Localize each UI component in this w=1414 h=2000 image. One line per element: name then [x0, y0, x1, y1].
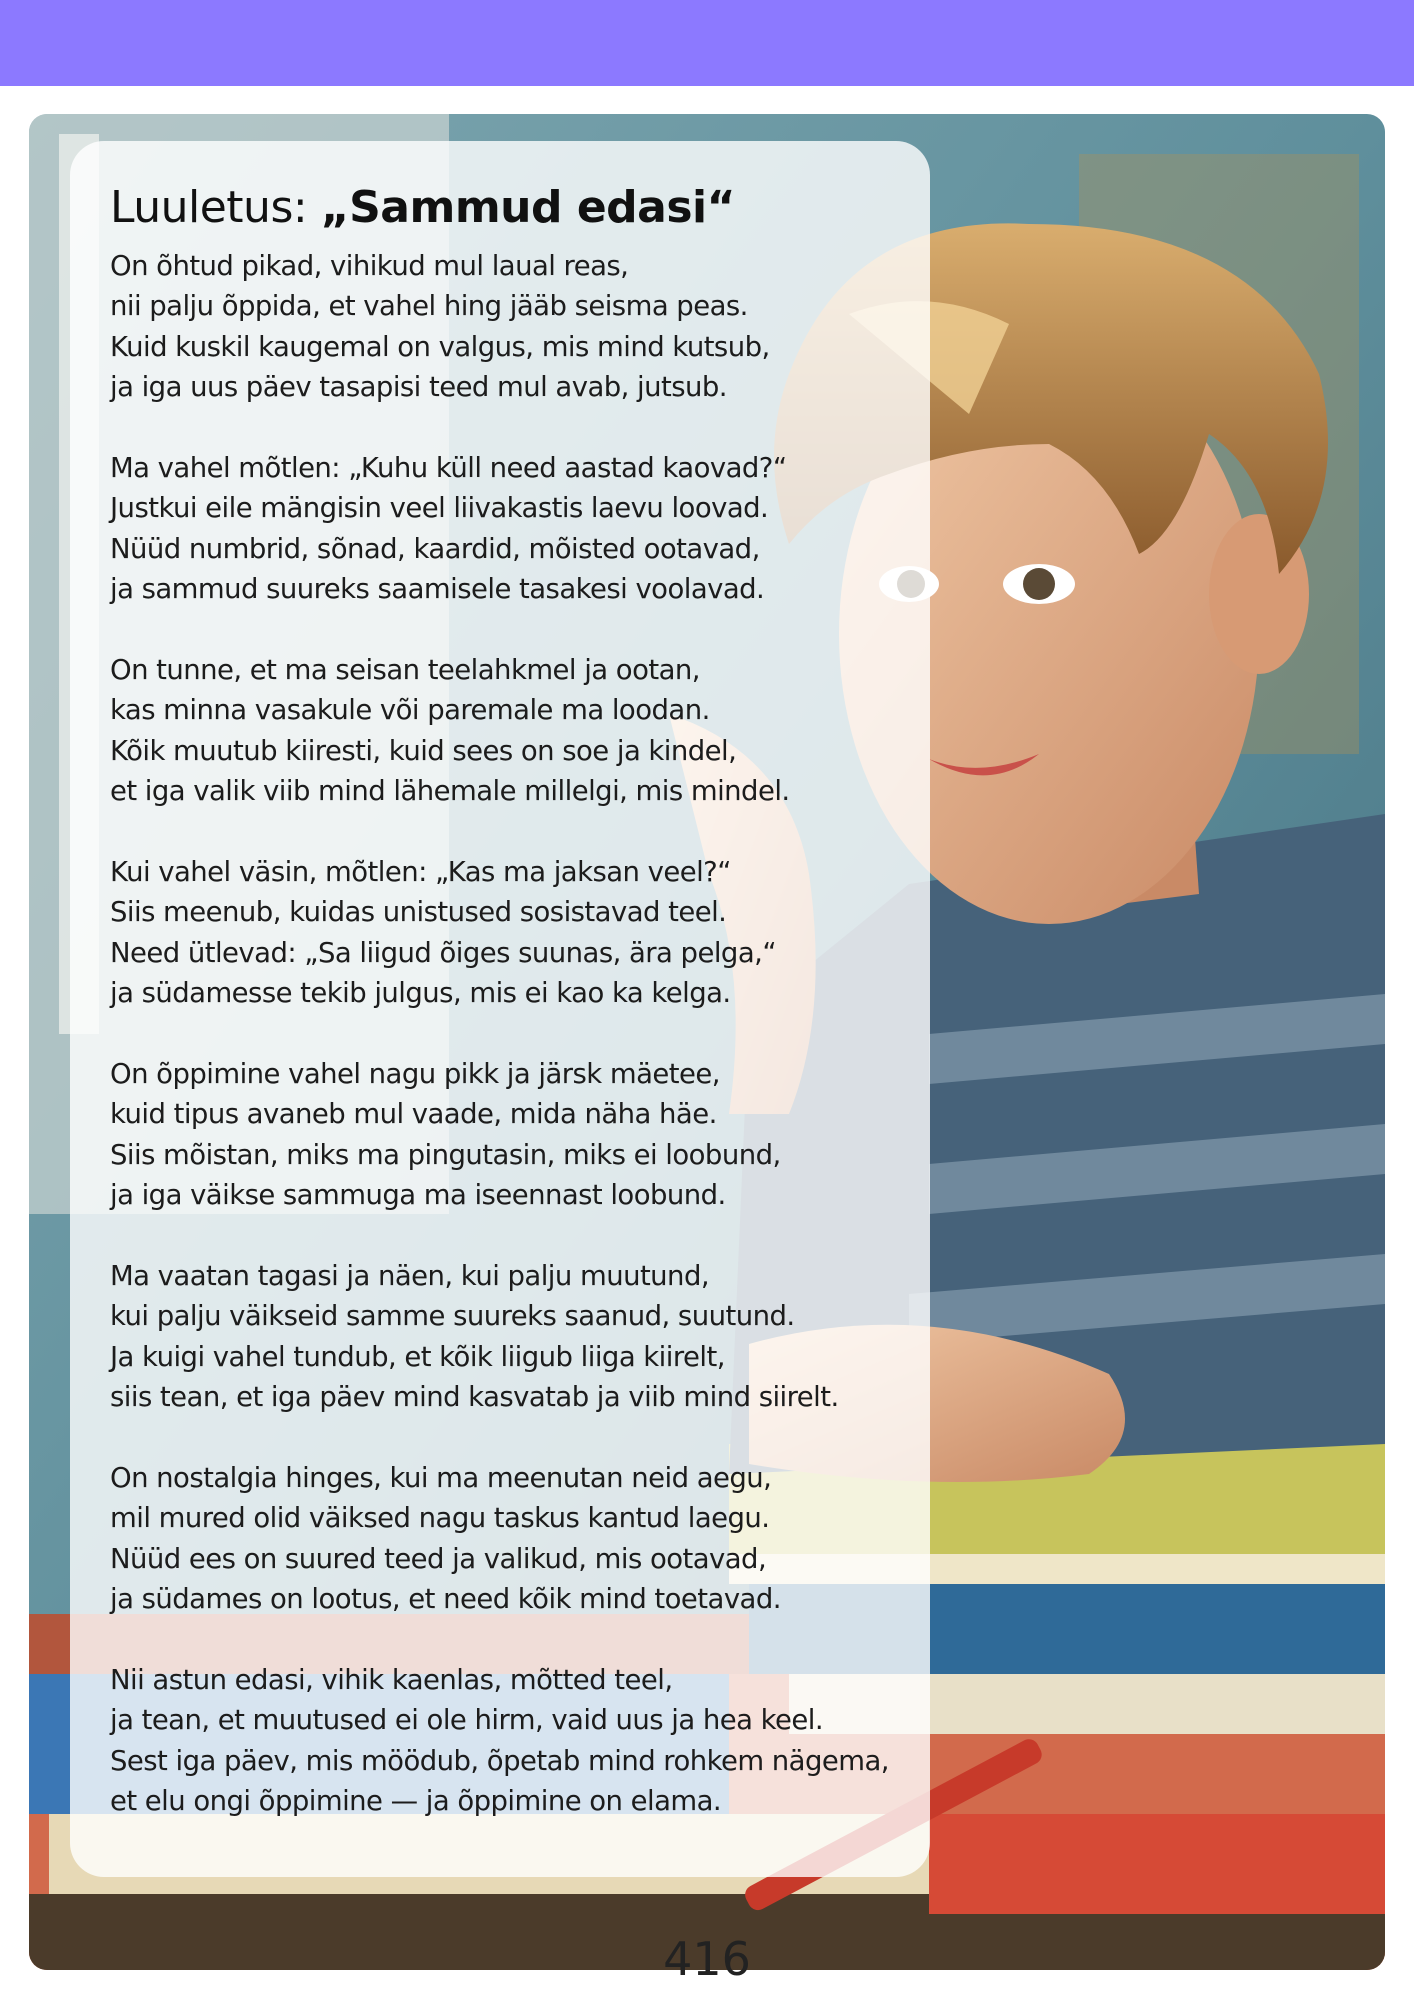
poem-line: mil mured olid väiksed nagu taskus kantud laegu. [110, 1502, 770, 1535]
poem-line: Ja kuigi vahel tundub, et kõik liigub liiga kiirelt, [110, 1340, 725, 1373]
poem-line: nii palju õppida, et vahel hing jääb seisma peas. [110, 290, 748, 323]
poem-line: On tunne, et ma seisan teelahkmel ja ootan, [110, 653, 700, 686]
stanza [110, 1458, 930, 1620]
title-prefix: Luuletus: [110, 182, 321, 233]
poem-line: Kuid kuskil kaugemal on valgus, mis mind kutsub, [110, 330, 770, 363]
poem-line: On õppimine vahel nagu pikk ja järsk mäetee, [110, 1057, 720, 1090]
poem-line: ja iga uus päev tasapisi teed mul avab, jutsub. [110, 371, 728, 404]
poem-line: kui palju väikseid samme suureks saanud, suutund. [110, 1300, 795, 1333]
poem-line: ja südamesse tekib julgus, mis ei kao ka kelga. [110, 977, 731, 1010]
stanza [110, 1660, 930, 1822]
poem-line: Need ütlevad: „Sa liigud õiges suunas, ära pelga,“ [110, 936, 777, 969]
stanza [110, 1054, 930, 1216]
poem-line: Siis meenub, kuidas unistused sosistavad teel. [110, 896, 727, 929]
poem-line: On nostalgia hinges, kui ma meenutan neid aegu, [110, 1461, 772, 1494]
poem-line: kas minna vasakule või paremale ma loodan. [110, 694, 710, 727]
poem-line: Kui vahel väsin, mõtlen: „Kas ma jaksan veel?“ [110, 855, 731, 888]
poem-line: ja tean, et muutused ei ole hirm, vaid uus ja hea keel. [110, 1704, 824, 1737]
poem-line: Siis mõistan, miks ma pingutasin, miks ei loobund, [110, 1138, 781, 1171]
poem-line: Justkui eile mängisin veel liivakastis laevu loovad. [110, 492, 769, 525]
poem-line: Kõik muutub kiiresti, kuid sees on soe ja kindel, [110, 734, 737, 767]
poem-line: ja südames on lootus, et need kõik mind toetavad. [110, 1583, 781, 1616]
top-banner [0, 0, 1414, 86]
poem-line: kuid tipus avaneb mul vaade, mida näha häe. [110, 1098, 717, 1131]
stanza [110, 1256, 930, 1418]
poem-line: et iga valik viib mind lähemale millelgi, mis mindel. [110, 775, 790, 808]
stanza [110, 650, 930, 812]
poem-line: Nüüd numbrid, sõnad, kaardid, mõisted ootavad, [110, 532, 760, 565]
poem-line: ja sammud suureks saamisele tasakesi voolavad. [110, 573, 765, 606]
poem-line: Nii astun edasi, vihik kaenlas, mõtted teel, [110, 1663, 673, 1696]
poem-card [70, 141, 930, 1877]
poem-line: siis tean, et iga päev mind kasvatab ja viib mind siirelt. [110, 1381, 839, 1414]
poem-line: ja iga väikse sammuga ma iseennast loobund. [110, 1179, 726, 1212]
poem-line: Ma vaatan tagasi ja näen, kui palju muutund, [110, 1259, 710, 1292]
poem-line: et elu ongi õppimine — ja õppimine on elama. [110, 1785, 722, 1818]
poem-line: Ma vahel mõtlen: „Kuhu küll need aastad kaovad?“ [110, 451, 787, 484]
poem-line: Sest iga päev, mis möödub, õpetab mind rohkem nägema, [110, 1744, 889, 1777]
title-name: „Sammud edasi“ [320, 182, 736, 233]
stanza [110, 852, 930, 1014]
page-number: 416 [663, 1932, 751, 1986]
stanza [110, 246, 930, 408]
poem-title [110, 183, 930, 234]
poem-line: On õhtud pikad, vihikud mul laual reas, [110, 249, 629, 282]
poem-line: Nüüd ees on suured teed ja valikud, mis ootavad, [110, 1542, 767, 1575]
stanza [110, 448, 930, 610]
